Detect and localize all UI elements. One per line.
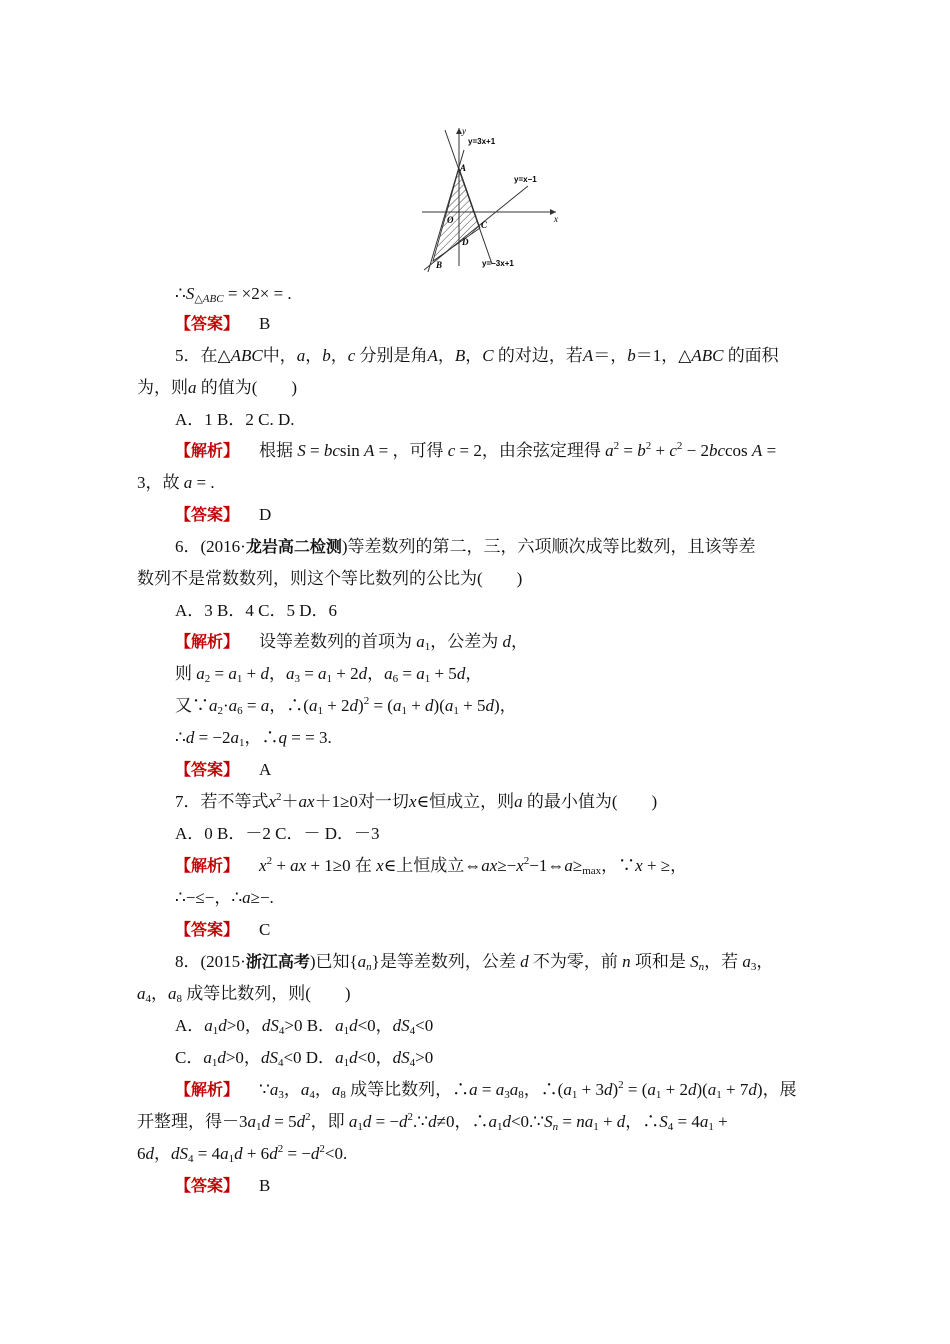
q8-analysis-line1: 【解析】 $\because a_3$，$a_4$，$a_8$ 成等比数列，∴a = $a_3a_8$，$\therefore(a_1 + 3d)^2 = (a_1 + 2d)(a_1 + 7d)$，展 xyxy=(175,1079,797,1101)
q8-stem-line2: $a_4$，$a_8$ 成等比数列，则( ) xyxy=(137,984,351,1005)
q5-answer-value: D xyxy=(259,505,272,524)
y-axis-label: y xyxy=(462,126,466,136)
q7-stem: 7．若不等式$x^2+ax+1\ge 0$对一切x∈恒成立，则a 的最小值为( ) xyxy=(175,791,658,811)
q6-analysis-line3: 又$\because a_2\cdot a_6 = a$，$\therefore(a_1 + 2d)^2 = (a_1 + d)(a_1 + 5d)$， xyxy=(175,695,517,717)
line-y-x-minus-1 xyxy=(424,186,528,270)
q8-answer-line: 【答案】 B xyxy=(175,1176,271,1195)
point-d-label: D xyxy=(462,237,469,247)
origin-label: O xyxy=(447,215,454,225)
label-line2: y=x−1 xyxy=(514,175,537,184)
q6-source: 龙岩高二检测 xyxy=(245,537,342,556)
label-line3: y=−3x+1 xyxy=(482,259,514,268)
label-line1: y=3x+1 xyxy=(468,137,496,146)
q6-answer-value: A xyxy=(259,760,272,779)
q6-analysis-line2: 则 $a_2 = a_1 + d$，$a_3 = a_1 + 2d$，$a_6 = a_1 + 5d$， xyxy=(175,664,483,685)
q7-answer-line: 【答案】 C xyxy=(175,920,271,939)
x-axis-label: x xyxy=(554,214,558,224)
q7-analysis-line2: ∴−≤−，∴a≥−. xyxy=(175,888,274,907)
q8-answer-value: B xyxy=(259,1176,271,1195)
q8-source: 浙江高考 xyxy=(245,952,310,971)
q5-stem-line1: 5．在△ABC中，a，b，c 分别是角A，B，C 的对边，若A＝，b＝1，△ABC 的面积 xyxy=(175,346,779,365)
q8-analysis-line2: 开整理，得$-3a_1d = 5d^2$，即 $a_1d$ = $-d^2.\because d\ne 0$，$\therefore a_1d<0.\because S_n = na_1 + d$，$\therefore S_4 = 4a_1$ + xyxy=(137,1111,728,1133)
q6-stem-line1: 6．(2016·龙岩高二检测)等差数列的第二，三，六项顺次成等比数列，且该等差 xyxy=(175,537,756,556)
q4-answer-value: B xyxy=(259,314,271,333)
q6-options: A．3 B．4 C．5 D．6 xyxy=(175,601,337,620)
q5-analysis-line2: 3，故 a = . xyxy=(137,473,215,492)
q5-stem-line2: 为，则a 的值为( ) xyxy=(137,378,298,397)
q5-analysis-line1: 【解析】 根据 S = bcsin A = ，可得 c = 2，由余弦定理得 $a^2 = b^2 + c^2 - 2bccos$ A = xyxy=(175,440,777,460)
point-a-label: A xyxy=(460,163,467,173)
q8-stem-line1: 8．(2015·浙江高考)已知$\{a_n\}$是等差数列，公差 d 不为零，前 n 项和是 $S_n$，若 $a_3$， xyxy=(175,952,774,973)
q4-answer-line xyxy=(137,313,865,335)
point-b-label: B xyxy=(436,260,443,270)
q6-answer-line: 【答案】 A xyxy=(175,760,272,779)
triangle-region-graph xyxy=(418,124,568,272)
q5-options: A．1 B．2 C. D. xyxy=(175,410,295,429)
analysis-tag: 【解析】 xyxy=(175,441,240,460)
shaded-triangle-abc xyxy=(433,168,480,261)
q7-analysis-line1: 【解析】 $x^2$ + ax + 1≥0 在 x∈上恒成立$\Leftrightarrow ax\ge-x^2-1\Leftrightarrow a\ge_{max}$，∵x + ≥， xyxy=(175,855,688,877)
q7-answer-value: C xyxy=(259,920,271,939)
q8-options-line2: C．$a_1d>0$，$dS_4<0$ D．$a_1d<0$，$dS_4>0$ xyxy=(175,1048,434,1069)
q6-analysis-line1: 【解析】 设等差数列的首项为 $a_1$，公差为 d， xyxy=(175,632,529,653)
q8-options-line1: A．$a_1d>0$，$dS_4>0$ B．$a_1d<0$，$dS_4<0$ xyxy=(175,1016,434,1037)
q7-options: A．0 B．－2 C．－ D．－3 xyxy=(175,824,380,843)
point-c-label: C xyxy=(481,220,488,230)
q6-analysis-line4: ∴d = $-2a_1$，∴q = = 3. xyxy=(175,728,332,749)
answer-tag: 【答案】 xyxy=(175,314,240,333)
q6-stem-line2: 数列不是常数数列，则这个等比数列的公比为( ) xyxy=(137,569,523,588)
area-conclusion-line: $\therefore S_{\triangle ABC} = \times 2\times$ = . xyxy=(175,284,292,305)
q8-analysis-line3: 6d，$dS_4 = 4a_1d + 6d^2 = -d^2<0$. xyxy=(137,1143,348,1165)
q5-answer-line: 【答案】 D xyxy=(175,505,272,524)
